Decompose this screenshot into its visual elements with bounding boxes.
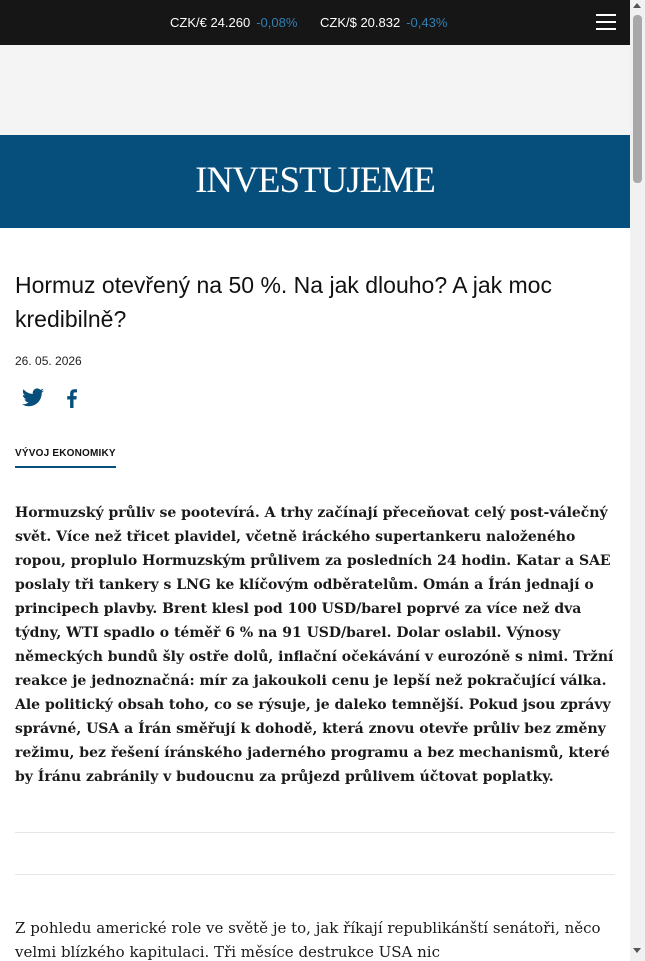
usd-rate-value: CZK/$ 20.832 bbox=[320, 15, 401, 30]
eur-rate-value: CZK/€ 24.260 bbox=[170, 15, 251, 30]
twitter-icon[interactable] bbox=[21, 386, 45, 410]
category-link[interactable]: VÝVOJ EKONOMIKY bbox=[15, 447, 116, 468]
hamburger-menu-icon[interactable] bbox=[596, 13, 618, 31]
usd-rate-change: -0,43% bbox=[406, 15, 448, 30]
article-date: 26. 05. 2026 bbox=[15, 354, 82, 368]
article-title: Hormuz otevřený na 50 %. Na jak dlouho? A jak moc kredibilně? bbox=[15, 272, 552, 332]
facebook-icon[interactable] bbox=[60, 386, 84, 410]
ad-placeholder bbox=[0, 45, 630, 135]
scrollbar-thumb[interactable] bbox=[633, 15, 642, 183]
divider bbox=[15, 832, 615, 833]
scroll-down-arrow-icon[interactable] bbox=[633, 948, 641, 953]
article-body: Z pohledu americké role ve světě je to, jak říkají republikánští senátoři, něco velmi blízkého kapitulaci. Tři měsíce destrukce USA nic bbox=[15, 919, 601, 961]
article-perex: Hormuzský průliv se pootevírá. A trhy začínají přeceňovat celý post-válečný svět. Více než třicet plavidel, včetně iráckého supertankeru naloženého ropou, proplulo Hormuzským průlivem za posledních 24 hodin. Katar a SAE poslaly tři tankery s LNG ke klíčovým odběratelům. Omán a Írán jednají o principech plavby. Brent klesl pod 100 USD/barel poprvé za více než dva týdny, WTI spadlo o téměř 6 % na 91 USD/barel. Dolar oslabil. Výnosy německých bundů šly ostře dolů, inflační očekávání v eurozóně s nimi. Tržní reakce je jednoznačná: mír za jakoukoli cenu je lepší než pokračující válka. Ale politický obsah toho, co se rýsuje, je daleko temnější. Pokud jsou zprávy správné, USA a Írán směřují k dohodě, která znovu otevře průliv bez změny režimu, bez řešení íránského jaderného programu a bez mechanismů, které by Íránu zabránily v budoucnu za průjezd průlivem účtovat poplatky. bbox=[15, 505, 614, 785]
currency-ticker-bar bbox=[0, 0, 630, 45]
eur-rate bbox=[170, 15, 297, 31]
usd-rate bbox=[320, 15, 447, 31]
divider bbox=[15, 874, 615, 875]
site-logo[interactable]: INVESTUJEME bbox=[195, 160, 435, 201]
scroll-up-arrow-icon[interactable] bbox=[633, 3, 641, 8]
vertical-scrollbar[interactable] bbox=[630, 0, 645, 961]
eur-rate-change: -0,08% bbox=[256, 15, 298, 30]
